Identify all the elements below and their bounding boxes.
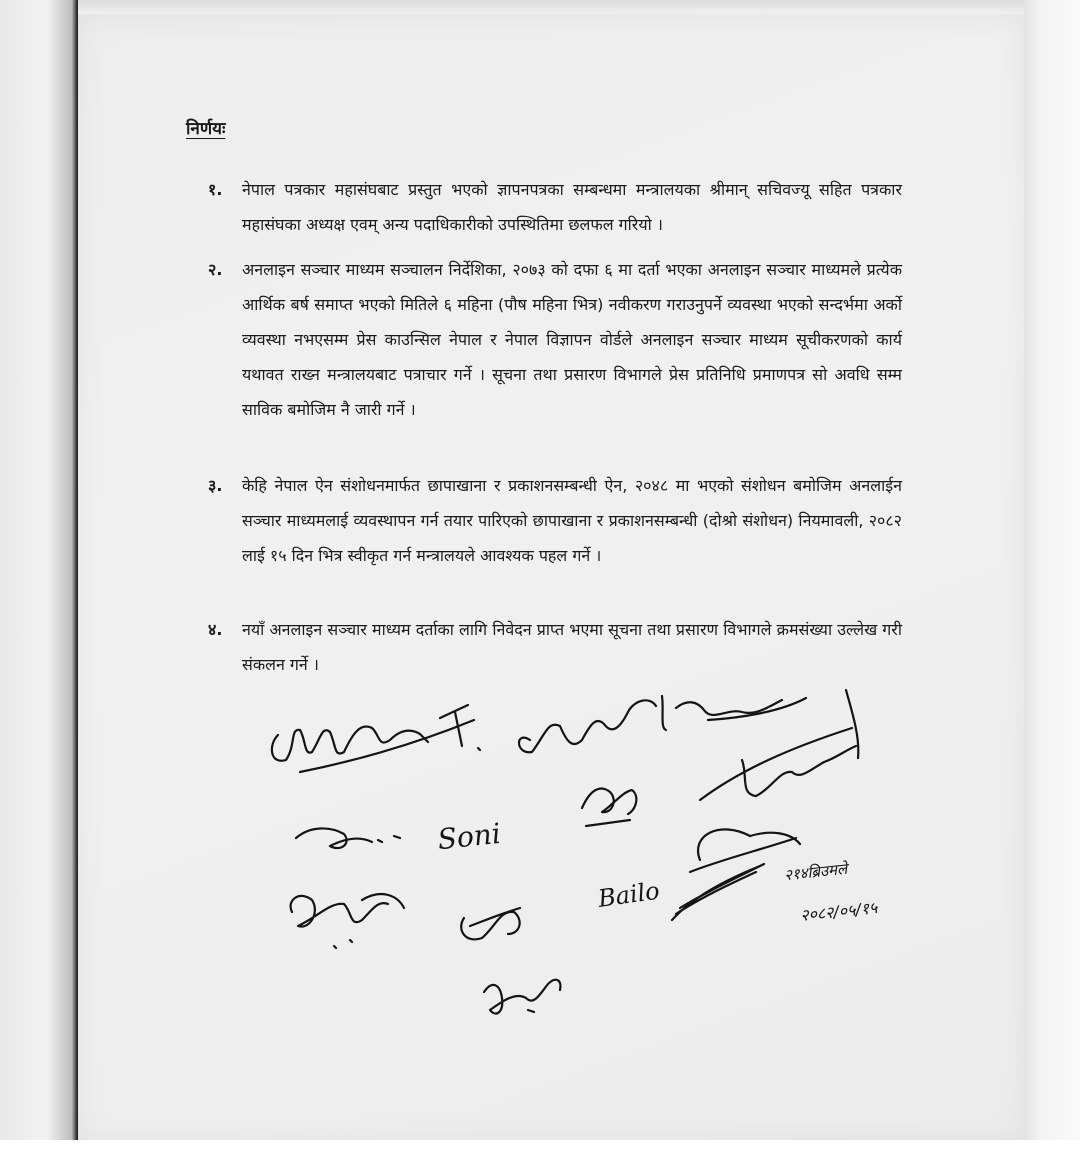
signature-5 bbox=[582, 789, 636, 826]
signature-4 bbox=[296, 828, 400, 848]
item-text: केहि नेपाल ऐन संशोधनमार्फत छापाखाना र प्रकाशनसम्बन्धी ऐन, २०४८ मा भएको संशोधन बमोजिम अनलाईन सञ्चार माध्यमलाई व्यवस्थापन गर्न तयार पारिएको छापाखाना र प्रकाशनसम्बन्धी (दोश्रो संशोधन) नियमावली, २०८२ लाई १५ दिन भित्र स्वीकृत गर्न मन्त्रालयले आवश्यक पहल गर्ने । bbox=[242, 476, 902, 565]
item-number: ३. bbox=[208, 476, 223, 495]
signature-8 bbox=[461, 908, 520, 939]
decision-heading: निर्णयः bbox=[186, 119, 226, 139]
signature-3 bbox=[700, 690, 858, 800]
signature-2 bbox=[519, 696, 782, 752]
signature-2-tail bbox=[708, 698, 806, 720]
signature-bailo: Bailo bbox=[596, 876, 662, 913]
item-text: नयाँ अनलाइन सञ्चार माध्यम दर्ताका लागि निवेदन प्राप्त भएमा सूचना तथा प्रसारण विभागले क्रमसंख्या उल्लेख गरी संकलन गर्ने । bbox=[242, 620, 902, 674]
signature-7 bbox=[291, 894, 404, 927]
handwritten-date-line-1: २१४ब्रिउमले bbox=[783, 859, 848, 885]
signature-9 bbox=[484, 980, 560, 1014]
handwritten-date-line-2: २०८२/०५/१५ bbox=[799, 898, 879, 925]
signature-7-dots bbox=[334, 940, 352, 948]
signature-1-stroke bbox=[440, 705, 480, 750]
item-text: नेपाल पत्रकार महासंघबाट प्रस्तुत भएको ज्ञापनपत्रका सम्बन्धमा मन्त्रालयका श्रीमान् सचिवज्यू सहित पत्रकार महासंघका अध्यक्ष एवम् अन्य पदाधिकारीको उपस्थितिमा छलफल गरियो । bbox=[242, 180, 902, 234]
signature-6-scribble bbox=[672, 864, 764, 920]
signature-soni: Soni bbox=[436, 816, 503, 857]
item-number: १. bbox=[208, 180, 223, 199]
item-number: ४. bbox=[208, 620, 223, 639]
bottom-margin bbox=[0, 1140, 1080, 1176]
item-number: २. bbox=[208, 260, 223, 279]
signature-1-underline bbox=[300, 720, 474, 772]
item-text: अनलाइन सञ्चार माध्यम सञ्चालन निर्देशिका, २०७३ को दफा ६ मा दर्ता भएका अनलाइन सञ्चार माध्यमले प्रत्येक आर्थिक बर्ष समाप्त भएको मितिले ६ महिना (पौष महिना भित्र) नवीकरण गराउनुपर्ने व्यवस्था भएको सन्दर्भमा अर्को व्यवस्था नभएसम्म प्रेस काउन्सिल नेपाल र नेपाल विज्ञापन वोर्डले अनलाइन सञ्चार माध्यम सूचीकरणको कार्य यथावत राख्न मन्त्रालयबाट पत्राचार गर्ने । सूचना तथा प्रसारण विभागले प्रेस प्रतिनिधि प्रमाणपत्र सो अवधि सम्म साविक बमोजिम नै जारी गर्ने । bbox=[242, 260, 902, 419]
signature-1 bbox=[272, 727, 428, 761]
